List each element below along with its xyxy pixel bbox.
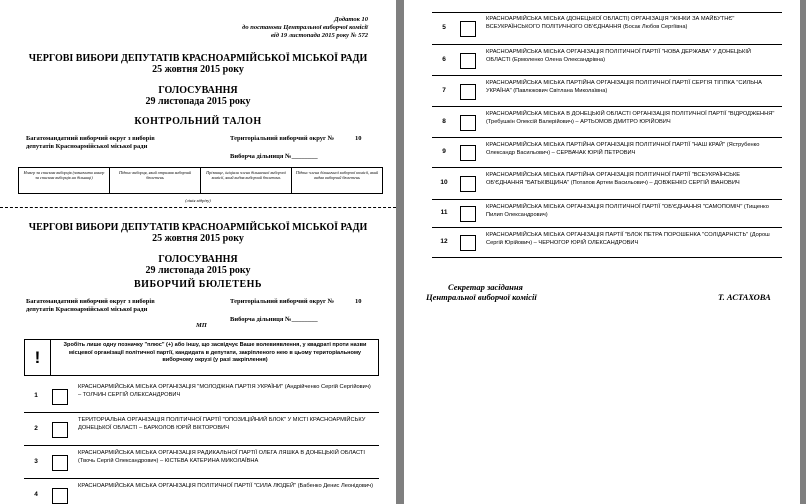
instruction-text: Зробіть лише одну позначку "плюс" (+) або іншу, що засвідчує Ваше волевиявлення, у квадраті проти назви місцевої організації політичної партії, кандидата в депутати, закріпленого нею в цьому територіальному виборчому окрузі (у разі закріплення): [63, 342, 367, 363]
stub-election-date: 25 жовтня 2015 року: [152, 64, 244, 75]
stub-voting-date: 29 листопада 2015 року: [145, 96, 251, 107]
ballot-election-date: 25 жовтня 2015 року: [152, 233, 244, 244]
ballot-entry-row: [432, 168, 782, 200]
ballot-entry-row: [432, 138, 782, 168]
addendum-line1: до постанови Центральної виборчої комісії: [242, 24, 368, 31]
stub-cell-voter-signature: Підпис виборця, який отримав виборчий бюлетень: [110, 168, 201, 193]
entry-text: КРАСНОАРМІЙСЬКА МІСЬКА ОРГАНІЗАЦІЯ "МОЛОДЖНА ПАРТІЯ УКРАЇНИ" (Андрійченко Сергій Сергійович) – ТОЛЧИН СЕРГІЙ ОЛЕКСАНДРОВИЧ: [78, 384, 371, 398]
entry-number: 4: [34, 490, 38, 498]
ballot-territorial-num: 10: [355, 298, 362, 305]
addendum-title: Додаток 10: [334, 16, 368, 23]
ballot-voting-date: 29 листопада 2015 року: [145, 265, 251, 276]
entry-text: КРАСНОАРМІЙСЬКА МІСЬКА ПАРТІЙНА ОРГАНІЗАЦІЯ ПОЛІТИЧНОЇ ПАРТІЇ "НАШ КРАЙ" (Яструбенко Олександр Васильович) – СЕРВАЧАК ЮРІЙ ПЕТРОВИЧ: [486, 142, 760, 156]
ballot-entry-row: [432, 12, 782, 45]
vote-checkbox[interactable]: [460, 84, 476, 100]
vote-checkbox[interactable]: [52, 389, 68, 405]
stub-election-title: ЧЕРГОВІ ВИБОРИ ДЕПУТАТІВ КРАСНОАРМІЙСЬКОЇ МІСЬКОЇ РАДИ: [28, 53, 368, 64]
vote-checkbox[interactable]: [460, 145, 476, 161]
ballot-voting-title: ГОЛОСУВАННЯ: [158, 254, 238, 265]
entry-number: 6: [442, 55, 446, 63]
stub-form-name: КОНТРОЛЬНИЙ ТАЛОН: [134, 116, 262, 127]
stub-cell-member-name: Прізвище, ініціали члена дільничної виборчої комісії, який видав виборчий бюлетень: [201, 168, 292, 193]
vote-checkbox[interactable]: [52, 488, 68, 504]
stub-district-line2: депутатів Красноармійської міської ради: [26, 143, 148, 150]
vote-checkbox[interactable]: [52, 455, 68, 471]
stub-table: [18, 167, 383, 194]
entry-number: 2: [34, 424, 38, 432]
ballot-entry-row: [24, 446, 379, 479]
addendum-line2: від 19 листопада 2015 року № 572: [271, 32, 368, 39]
cut-line: [0, 207, 396, 208]
stub-cell-member-signature: Підпис члена дільничної виборчої комісії, який видав виборчий бюлетень: [295, 170, 379, 180]
signature-role-line2: Центральної виборчої комісії: [426, 292, 537, 302]
entry-number: 7: [442, 86, 446, 94]
entry-text: КРАСНОАРМІЙСЬКА МІСЬКА ПАРТІЙНА ОРГАНІЗАЦІЯ ПОЛІТИЧНОЇ ПАРТІЇ "ВСЕУКРАЇНСЬКЕ ОБ'ЄДНАННЯ "БАТЬКІВЩИНА" (Потапов Артем Васильович) – ДОВЖЕНКО СЕРГІЙ ІВАНОВИЧ: [486, 172, 741, 186]
entry-number: 10: [440, 179, 448, 186]
entry-text: КРАСНОАРМІЙСЬКА МІСЬКА ОРГАНІЗАЦІЯ ПОЛІТИЧНОЇ ПАРТІЇ "НОВА ДЕРЖАВА" У ДОНЕЦЬКІЙ ОБЛАСТІ (Ермоленко Олена Олександрівна): [486, 49, 751, 63]
addendum-header: [108, 16, 368, 40]
entry-number: 8: [442, 117, 446, 125]
vote-checkbox[interactable]: [460, 235, 476, 251]
ballot-entry-row: [432, 107, 782, 138]
entry-text: ТЕРИТОРІАЛЬНА ОРГАНІЗАЦІЯ ПОЛІТИЧНОЇ ПАРТІЇ "ОПОЗИЦІЙНИЙ БЛОК" У МІСТІ КРАСНОАРМІЙСЬКУ ДОНЕЦЬКОЇ ОБЛАСТІ – БАРКОЛОВ ЮРІЙ ВІКТОРОВИЧ: [78, 417, 366, 431]
ballot-entry-row: [432, 76, 782, 107]
cut-line-label: (лінія відрізу): [185, 198, 211, 203]
entry-text: КРАСНОАРМІЙСЬКА МІСЬКА В ДОНЕЦЬКІЙ ОБЛАСТІ ОРГАНІЗАЦІЯ ПОЛІТИЧНОЇ ПАРТІЇ "ВІДРОДЖЕННЯ" (Требушкін Олексій Валерійович) – АРТЬОМОВ ДМИТРО ЮРІЙОВИЧ: [486, 111, 775, 125]
ballot-election-title: ЧЕРГОВІ ВИБОРИ ДЕПУТАТІВ КРАСНОАРМІЙСЬКОЇ МІСЬКОЇ РАДИ: [28, 222, 368, 233]
stub-district-line1: Багатомандатний виборчий округ з виборів: [26, 135, 155, 142]
stub-voting-title: ГОЛОСУВАННЯ: [158, 85, 238, 96]
vote-checkbox[interactable]: [460, 115, 476, 131]
vote-checkbox[interactable]: [460, 21, 476, 37]
ballot-district-line1: Багатомандатний виборчий округ з виборів: [26, 298, 155, 305]
entry-number: 5: [442, 23, 446, 31]
entry-text: КРАСНОАРМІЙСЬКА МІСЬКА ОРГАНІЗАЦІЯ ПОЛІТИЧНОЇ ПАРТІЇ "СИЛА ЛЮДЕЙ" (Бабенко Денис Леонідович): [78, 483, 373, 489]
ballot-entry-row: [432, 45, 782, 76]
seal-mark-label: МП: [196, 322, 207, 329]
stub-territorial-num: 10: [355, 135, 362, 142]
vote-checkbox[interactable]: [460, 53, 476, 69]
ballot-entry-row: [24, 413, 379, 446]
ballot-precinct-label: Виборча дільниця №________: [230, 316, 318, 323]
entry-text: КРАСНОАРМІЙСЬКА МІСЬКА ОРГАНІЗАЦІЯ РАДИКАЛЬНОЇ ПАРТІЇ ОЛЕГА ЛЯШКА В ДОНЕЦЬКІЙ ОБЛАСТІ (Твочь Сергій Олександрович) – КІСТЕВА КАТЕРИНА МИКОЛАЇВНА: [78, 450, 365, 464]
entry-number: 3: [34, 457, 38, 465]
entry-text: КРАСНОАРМІЙСЬКА МІСЬКА (ДОНЕЦЬКОЇ ОБЛАСТІ) ОРГАНІЗАЦІЯ "ЖІНКИ ЗА МАЙБУТНЄ" ВСЕУКРАЇНСЬКОГО ПОЛІТИЧНОГО ОБ'ЄДНАННЯ (Босак Любов Сергіївна): [486, 16, 735, 30]
stub-cell-voter-number: Номер за списком виборців (зазначити номер за списком виборців на дільниці): [19, 168, 110, 193]
entry-number: 12: [440, 238, 448, 245]
entry-number: 11: [440, 209, 448, 216]
ballot-entry-row: [432, 200, 782, 228]
document-page-right: [404, 0, 800, 504]
stub-precinct-label: Виборча дільниця №________: [230, 153, 318, 160]
entry-text: КРАСНОАРМІЙСЬКА МІСЬКА ОРГАНІЗАЦІЯ ПОЛІТИЧНОЇ ПАРТІЇ "ОБ'ЄДНАННЯ "САМОПОМІЧ" (Тищенко Пилип Олександрович): [486, 204, 769, 218]
vote-checkbox[interactable]: [460, 206, 476, 222]
ballot-entry-row: [24, 380, 379, 413]
ballot-entry-row: [432, 228, 782, 258]
document-page-left: [0, 0, 396, 504]
ballot-entry-row: [24, 479, 379, 504]
signature-role-line1: Секретар засідання: [448, 282, 523, 292]
ballot-territorial-label: Територіальний виборчий округ №: [230, 298, 335, 305]
vote-checkbox[interactable]: [52, 422, 68, 438]
entry-number: 9: [442, 148, 446, 155]
vote-checkbox[interactable]: [460, 176, 476, 192]
ballot-district-line2: депутатів Красноармійської міської ради: [26, 306, 148, 313]
entry-text: КРАСНОАРМІЙСЬКА МІСЬКА ОРГАНІЗАЦІЯ ПАРТІЇ "БЛОК ПЕТРА ПОРОШЕНКА "СОЛІДАРНІСТЬ" (Дорош Сергій Юрійович) – ЧЕРНОГОР ЮРІЙ ОЛЕКСАНДРОВИЧ: [486, 232, 770, 246]
signature-name: Т. АСТАХОВА: [718, 292, 771, 302]
ballot-form-name: ВИБОРЧИЙ БЮЛЕТЕНЬ: [134, 279, 262, 290]
exclamation-icon: !: [25, 340, 51, 375]
entry-number: 1: [34, 391, 38, 399]
entry-text: КРАСНОАРМІЙСЬКА МІСЬКА ПАРТІЙНА ОРГАНІЗАЦІЯ ПОЛІТИЧНОЇ ПАРТІЇ СЕРГІЯ ТІГІПКА "СИЛЬНА УКРАЇНА" (Павлюкович Світлана Миколаївна): [486, 80, 762, 94]
stub-territorial-label: Територіальний виборчий округ №: [230, 135, 335, 142]
instruction-box: [24, 339, 379, 376]
